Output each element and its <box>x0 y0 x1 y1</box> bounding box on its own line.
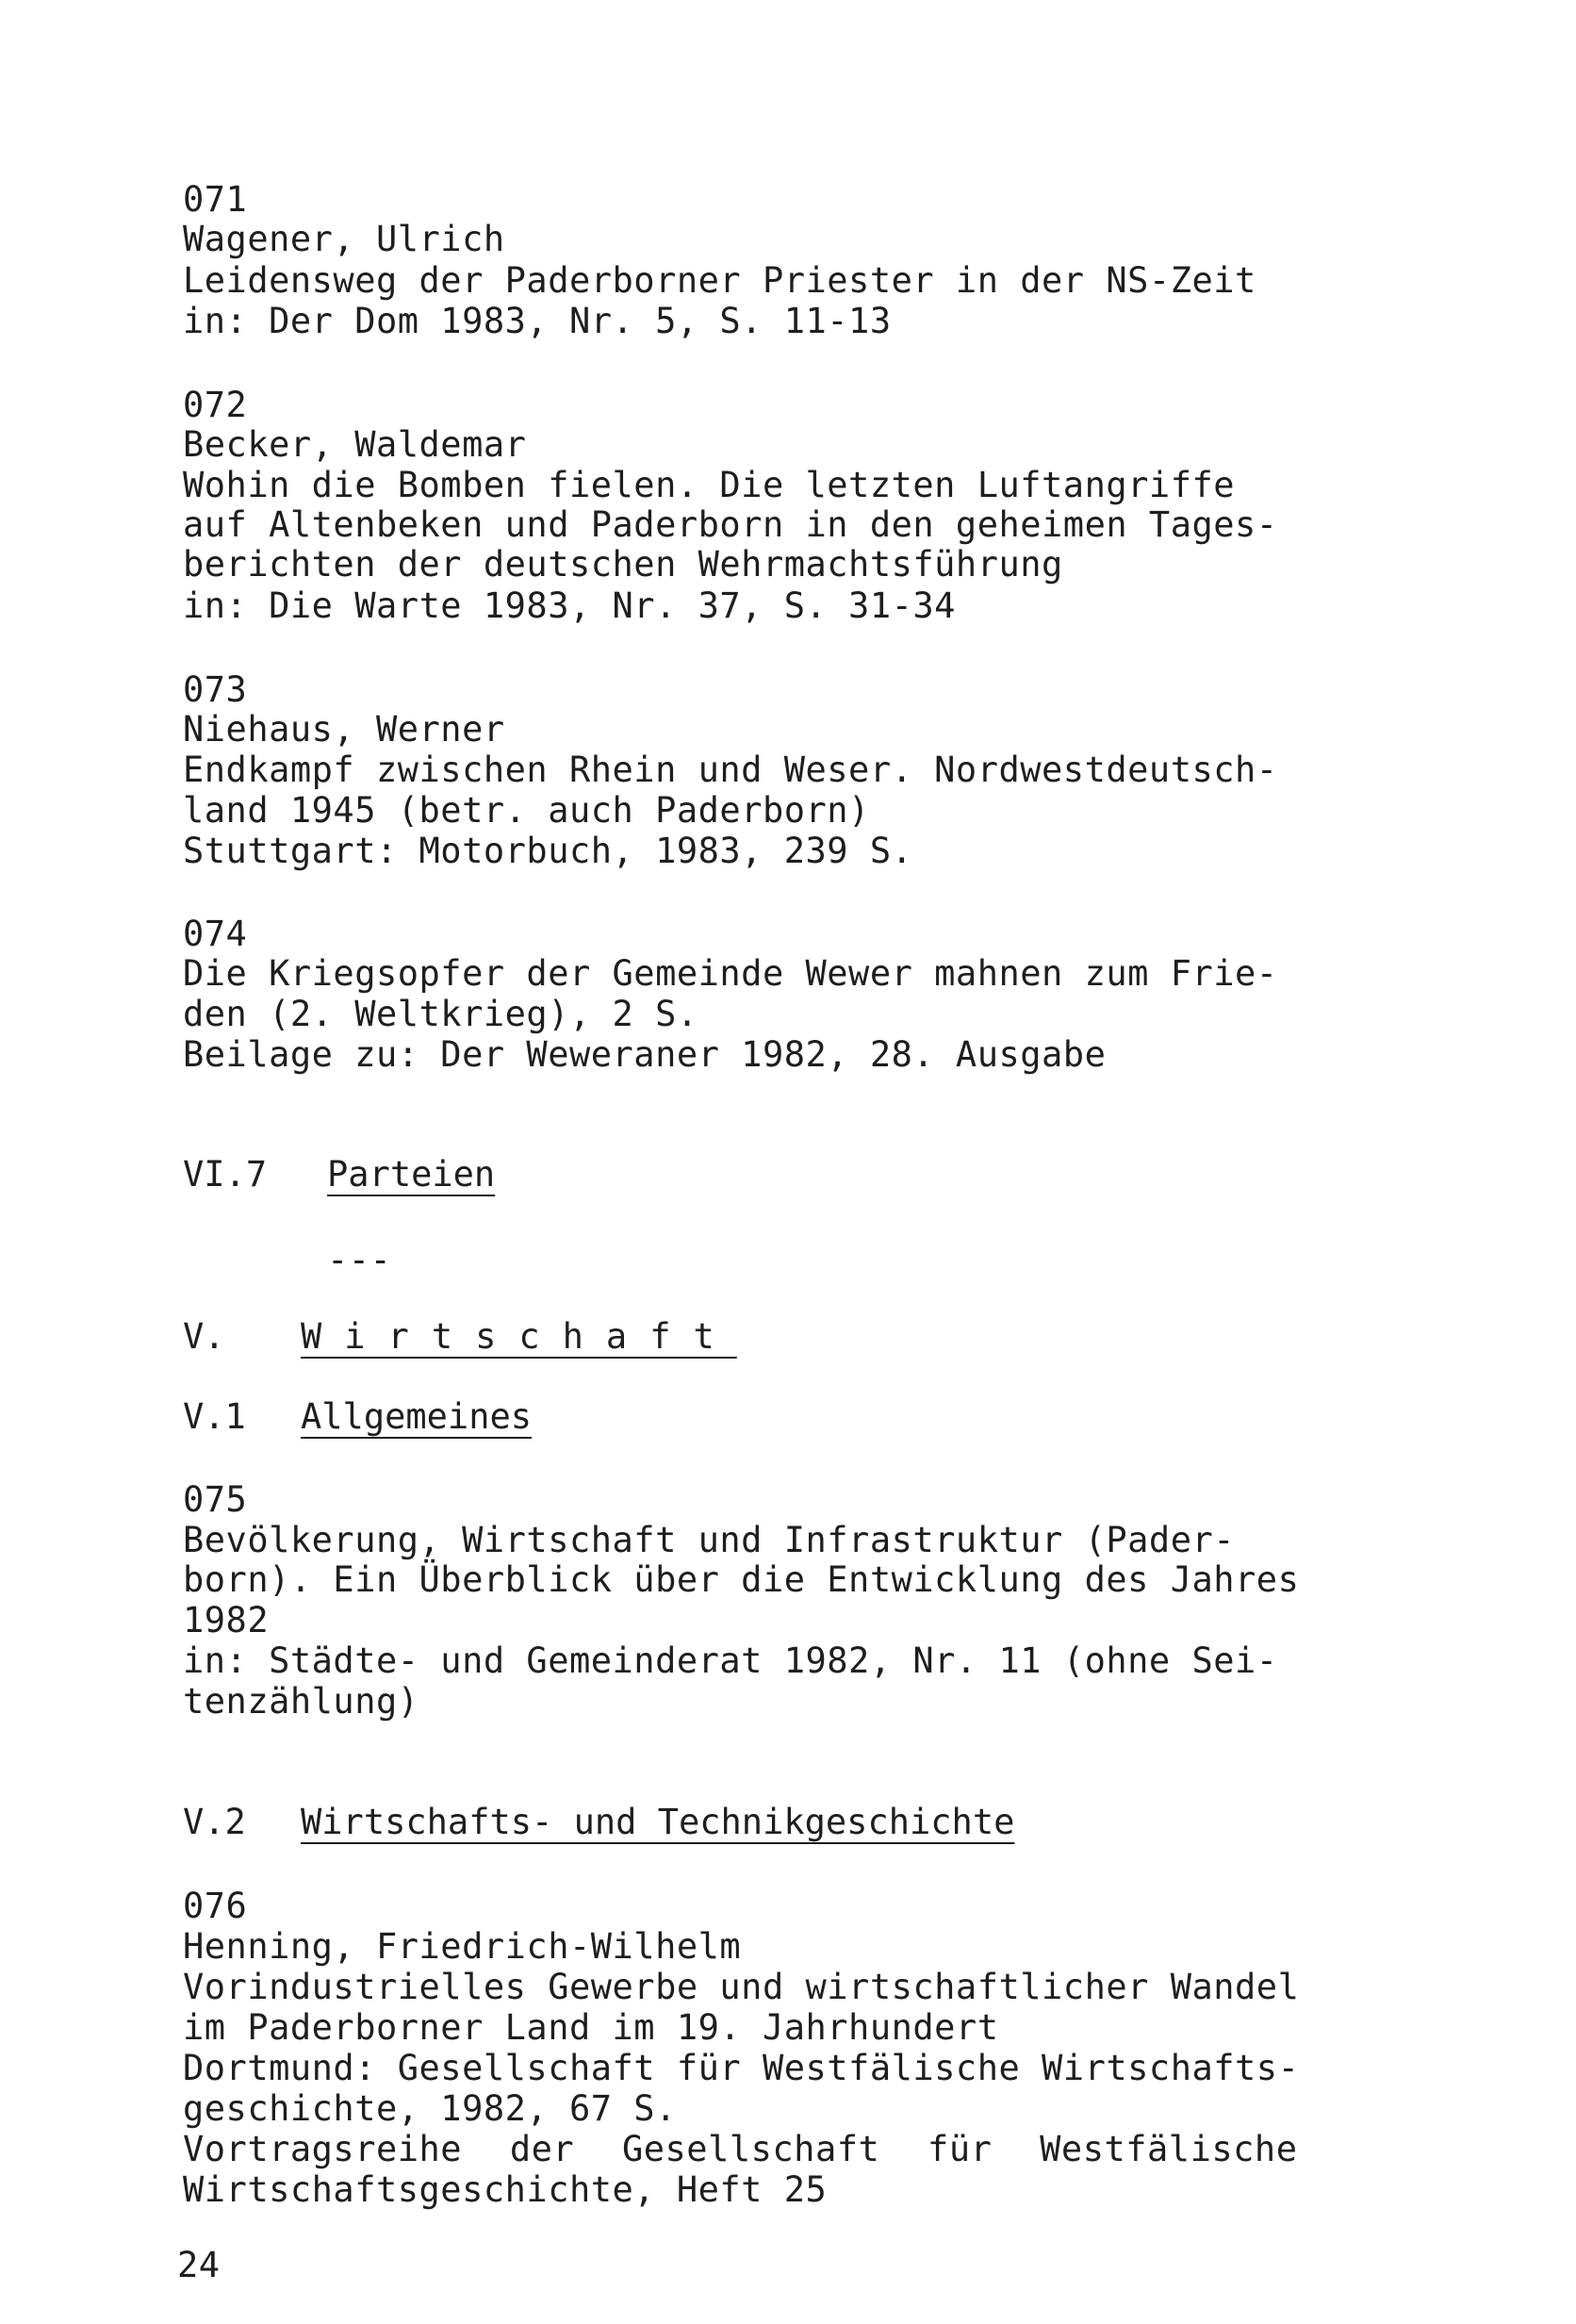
entry-title: Endkampf zwischen Rhein und Weser. Nordwestdeutsch- <box>183 750 1278 790</box>
entry-source: Beilage zu: Der Weweraner 1982, 28. Ausgabe <box>183 1034 1107 1075</box>
entry-number-073: 073 <box>183 669 248 710</box>
entry-title: Vorindustrielles Gewerbe und wirtschaftlicher Wandel <box>183 1967 1300 2007</box>
entry-title: Bevölkerung, Wirtschaft und Infrastruktur (Pader- <box>183 1520 1236 1560</box>
entry-author: Niehaus, Werner <box>183 709 505 750</box>
entry-title: auf Altenbeken und Paderborn in den geheimen Tages- <box>183 504 1278 545</box>
section-title-allgemeines: Allgemeines <box>301 1396 533 1437</box>
entry-number-075: 075 <box>183 1479 248 1520</box>
entry-source: in: Städte- und Gemeinderat 1982, Nr. 11 (ohne Sei- <box>183 1640 1278 1681</box>
entry-source: geschichte, 1982, 67 S. <box>183 2088 677 2129</box>
entry-source: Dortmund: Gesellschaft für Westfälische Wirtschafts- <box>183 2048 1300 2088</box>
entry-source: Stuttgart: Motorbuch, 1983, 239 S. <box>183 831 913 871</box>
section-title-technikgeschichte: Wirtschafts- und Technikgeschichte <box>301 1802 1015 1842</box>
section-number-vi7: VI.7 <box>183 1154 268 1195</box>
entry-number-074: 074 <box>183 914 248 954</box>
entry-title: born). Ein Überblick über die Entwicklung des Jahres <box>183 1559 1300 1600</box>
entry-title: 1982 <box>183 1600 270 1640</box>
section-number-v: V. <box>183 1316 225 1357</box>
section-title-wirtschaft: Wirtschaft <box>301 1316 737 1357</box>
entry-source: tenzählung) <box>183 1681 419 1722</box>
section-title-parteien: Parteien <box>327 1154 496 1195</box>
entry-number-076: 076 <box>183 1886 248 1926</box>
empty-section-dash: --- <box>327 1240 392 1280</box>
entry-number-072: 072 <box>183 385 248 425</box>
entry-title: Die Kriegsopfer der Gemeinde Wewer mahnen zum Frie- <box>183 953 1278 994</box>
entry-title: berichten der deutschen Wehrmachtsführung <box>183 544 1063 585</box>
entry-series: Vortragsreihe der Gesellschaft für Westfälische <box>183 2129 1298 2169</box>
section-number-v2: V.2 <box>183 1802 246 1842</box>
entry-series: Wirtschaftsgeschichte, Heft 25 <box>183 2169 828 2210</box>
entry-title: Wohin die Bomben fielen. Die letzten Luftangriffe <box>183 465 1236 505</box>
entry-source: in: Der Dom 1983, Nr. 5, S. 11-13 <box>183 301 892 341</box>
entry-author: Henning, Friedrich-Wilhelm <box>183 1926 742 1967</box>
entry-title: den (2. Weltkrieg), 2 S. <box>183 994 698 1034</box>
page-number: 24 <box>177 2245 221 2285</box>
entry-title: im Paderborner Land im 19. Jahrhundert <box>183 2007 999 2048</box>
entry-number-071: 071 <box>183 179 248 220</box>
entry-title: Leidensweg der Paderborner Priester in der NS-Zeit <box>183 260 1256 301</box>
entry-author: Becker, Waldemar <box>183 424 527 465</box>
entry-title: land 1945 (betr. auch Paderborn) <box>183 790 870 831</box>
section-number-v1: V.1 <box>183 1396 246 1437</box>
entry-author: Wagener, Ulrich <box>183 219 505 259</box>
entry-source: in: Die Warte 1983, Nr. 37, S. 31-34 <box>183 585 956 626</box>
